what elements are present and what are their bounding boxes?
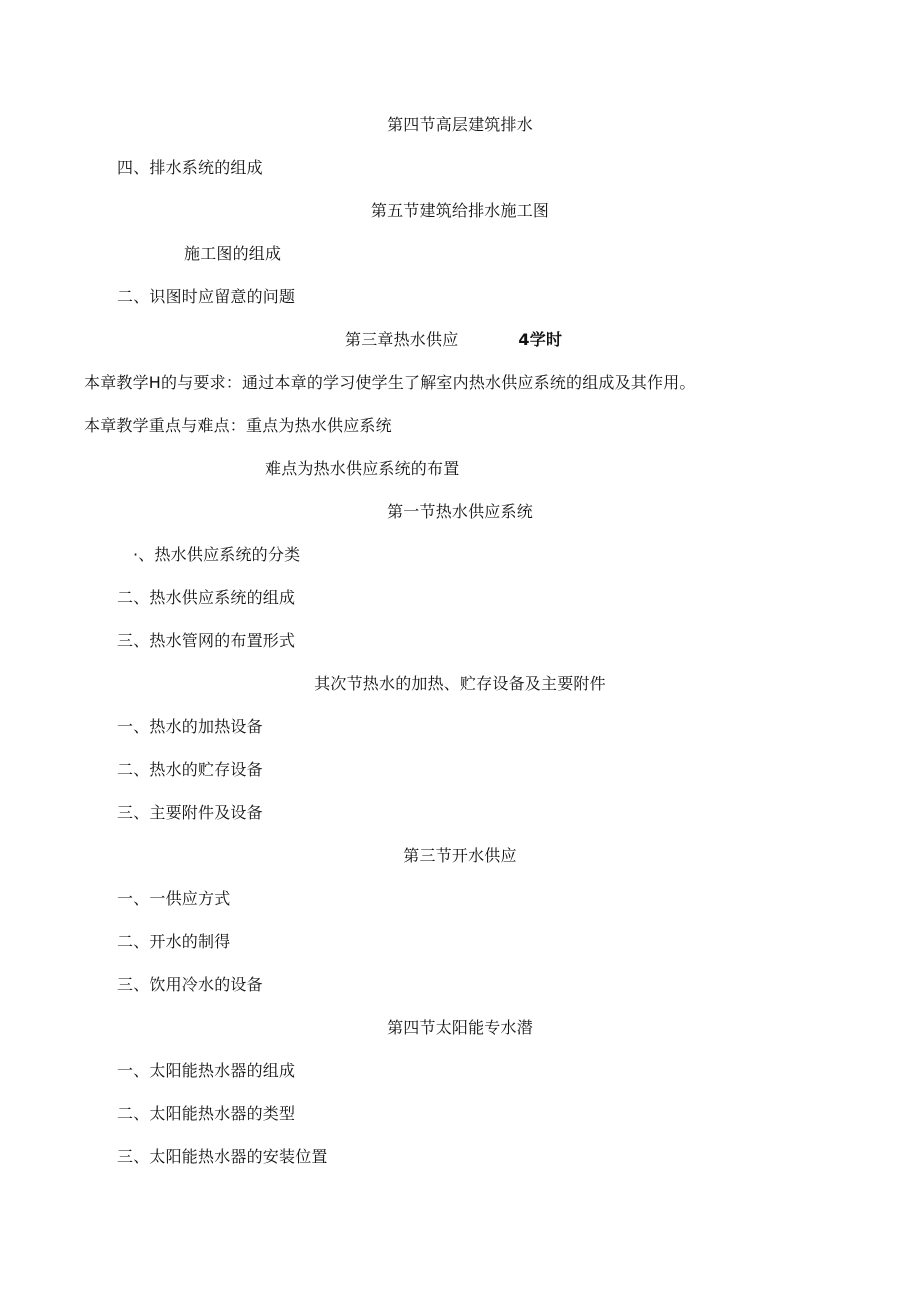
list-item: 四、排水系统的组成: [117, 158, 263, 177]
chapter-hours: 4学时: [518, 330, 563, 349]
chapter-title: 第三章热水供应: [345, 330, 459, 349]
list-item: 二、识图时应留意的问题: [117, 287, 296, 306]
list-item: 二、开水的制得: [117, 932, 231, 951]
section-heading: 第一节热水供应系统: [387, 502, 533, 521]
list-item: 三、热水管网的布置形式: [117, 631, 296, 650]
chapter-objectives: 本章教学H的与要求：通过本章的学习使学生了解室内热水供应系统的组成及其作用。: [84, 373, 696, 392]
list-item: 三、饮用冷水的设备: [117, 975, 263, 994]
list-item: 二、热水供应系统的组成: [117, 588, 296, 607]
section-heading: 第四节高层建筑排水: [387, 115, 533, 134]
list-item: 一、一供应方式: [117, 889, 231, 908]
list-item: 二、太阳能热水器的类型: [117, 1104, 296, 1123]
section-heading: 其次节热水的加热、贮存设备及主要附件: [314, 674, 606, 693]
section-heading: 第三节开水供应: [403, 846, 517, 865]
list-item: 施工图的组成: [184, 244, 282, 263]
chapter-key-points: 本章教学重点与难点：重点为热水供应系统: [84, 416, 392, 435]
list-item: 一、太阳能热水器的组成: [117, 1061, 296, 1080]
list-item: 二、热水的贮存设备: [117, 760, 263, 779]
section-heading: 第五节建筑给排水施工图: [370, 201, 550, 220]
list-item: 一、热水的加热设备: [117, 717, 263, 736]
list-item: ·、热水供应系统的分类: [133, 545, 301, 564]
section-heading: 第四节太阳能专水潜: [387, 1018, 533, 1037]
chapter-difficulties: 难点为热水供应系统的布置: [265, 459, 460, 478]
list-item: 三、太阳能热水器的安装位置: [117, 1147, 328, 1166]
list-item: 三、主要附件及设备: [117, 803, 263, 822]
chapter-heading: [345, 330, 562, 350]
